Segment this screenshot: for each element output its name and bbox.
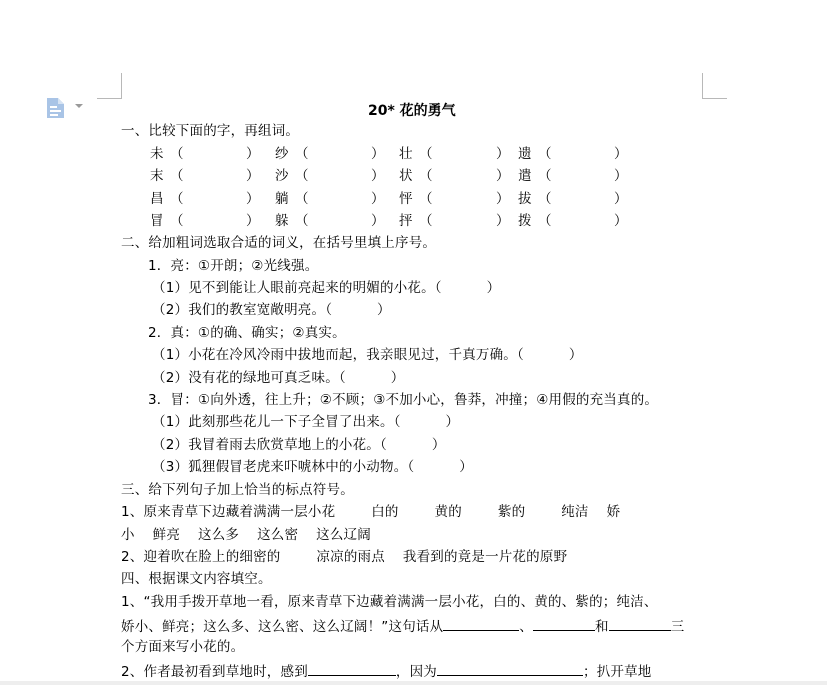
question-text: ；扒开草地 xyxy=(583,664,652,680)
paren-open: （ xyxy=(538,213,552,229)
grid-char: 沙 xyxy=(275,168,289,184)
separator: 和 xyxy=(595,619,609,635)
section2-heading: 二、给加粗词选取合适的词义，在括号里填上序号。 xyxy=(121,235,437,251)
question-text: 娇小、鲜亮；这么多、这么密、这么辽阔！”这句话从 xyxy=(121,619,444,635)
paren-close: ） xyxy=(371,168,385,184)
grid-char: 躲 xyxy=(275,213,289,229)
grid-char: 纱 xyxy=(275,146,289,162)
paren-open: （ xyxy=(538,146,552,162)
question-line: （1）见不到能让人眼前亮起来的明媚的小花。（ ） xyxy=(152,280,501,296)
paren-open: （ xyxy=(295,146,309,162)
paren-close: ） xyxy=(246,168,260,184)
paren-open: （ xyxy=(419,191,433,207)
page-title: 20* 花的勇气 xyxy=(368,103,456,119)
separator: 、 xyxy=(519,619,533,635)
answer-blank[interactable] xyxy=(443,616,519,631)
question-text: ，因为 xyxy=(395,664,437,680)
paren-close: ） xyxy=(496,191,510,207)
grid-char: 遗 xyxy=(518,146,532,162)
question-text: 2、作者最初看到草地时，感到 xyxy=(121,664,308,680)
grid-char: 躺 xyxy=(275,191,289,207)
question-line: （1）此刻那些花儿一下子全冒了出来。（ ） xyxy=(152,414,460,430)
paren-open: （ xyxy=(170,146,184,162)
definition-line: 1．亮：①开朗；②光线强。 xyxy=(148,258,319,274)
paren-open: （ xyxy=(170,213,184,229)
fill-question-2 xyxy=(121,661,652,680)
question-line: （2）我们的教室宽敞明亮。（ ） xyxy=(152,302,391,318)
paren-close: ） xyxy=(614,146,628,162)
paren-close: ） xyxy=(371,213,385,229)
paren-close: ） xyxy=(496,213,510,229)
grid-char: 抨 xyxy=(399,213,413,229)
paren-close: ） xyxy=(371,146,385,162)
fill-question-1-end: 个方面来写小花的。 xyxy=(121,639,245,655)
paren-close: ） xyxy=(246,213,260,229)
definition-line: 3．冒：①向外透，往上升；②不顾；③不加小心，鲁莽，冲撞；④用假的充当真的。 xyxy=(148,392,659,408)
answer-blank[interactable] xyxy=(533,616,595,631)
paren-open: （ xyxy=(419,168,433,184)
paren-close: ） xyxy=(614,168,628,184)
paren-open: （ xyxy=(295,168,309,184)
answer-blank[interactable] xyxy=(308,661,396,676)
chevron-down-icon[interactable] xyxy=(75,104,83,108)
grid-char: 末 xyxy=(150,168,164,184)
paren-close: ） xyxy=(496,168,510,184)
paren-open: （ xyxy=(170,191,184,207)
section3-heading: 三、给下列句子加上恰当的标点符号。 xyxy=(121,482,354,498)
paren-open: （ xyxy=(295,191,309,207)
question-line: （1）小花在冷风冷雨中拔地而起，我亲眼见过，千真万确。（ ） xyxy=(152,347,583,363)
answer-blank[interactable] xyxy=(437,661,583,676)
bottom-scroll-edge xyxy=(0,681,827,685)
section4-heading: 四、根据课文内容填空。 xyxy=(121,571,272,587)
grid-char: 冒 xyxy=(150,213,164,229)
question-line: （3）狐狸假冒老虎来吓唬林中的小动物。（ ） xyxy=(152,459,473,475)
question-line: （2）没有花的绿地可真乏味。（ ） xyxy=(152,370,405,386)
paren-close: ） xyxy=(614,191,628,207)
grid-char: 未 xyxy=(150,146,164,162)
section1-heading: 一、比较下面的字，再组词。 xyxy=(121,123,300,139)
paren-close: ） xyxy=(371,191,385,207)
paren-open: （ xyxy=(538,168,552,184)
grid-char: 怦 xyxy=(399,191,413,207)
definition-line: 2．真：①的确、确实；②真实。 xyxy=(148,325,346,341)
paren-close: ） xyxy=(614,213,628,229)
paren-open: （ xyxy=(170,168,184,184)
fill-question-1: 1、“我用手拨开草地一看，原来青草下边藏着满满一层小花，白的、黄的、紫的；纯洁、 xyxy=(121,594,658,610)
question-text: 三 xyxy=(670,619,685,635)
paren-open: （ xyxy=(419,146,433,162)
punctuation-sentence-1: 1、原来青草下边藏着满满一层小花 白的 黄的 紫的 纯洁 娇 xyxy=(121,504,621,520)
paren-close: ） xyxy=(496,146,510,162)
grid-char: 拔 xyxy=(518,191,532,207)
grid-char: 壮 xyxy=(399,146,413,162)
grid-char: 拨 xyxy=(518,213,532,229)
paren-open: （ xyxy=(419,213,433,229)
punctuation-sentence-2: 2、迎着吹在脸上的细密的 凉凉的雨点 我看到的竟是一片花的原野 xyxy=(121,549,568,565)
answer-blank[interactable] xyxy=(609,616,671,631)
document-icon[interactable] xyxy=(46,97,66,119)
grid-char: 昌 xyxy=(150,191,164,207)
punctuation-sentence-1-cont: 小 鲜亮 这么多 这么密 这么辽阔 xyxy=(121,527,371,543)
paren-close: ） xyxy=(246,146,260,162)
question-line: （2）我冒着雨去欣赏草地上的小花。（ ） xyxy=(152,437,446,453)
grid-char: 遣 xyxy=(518,168,532,184)
paren-open: （ xyxy=(295,213,309,229)
paren-close: ） xyxy=(246,191,260,207)
paren-open: （ xyxy=(538,191,552,207)
grid-char: 状 xyxy=(399,168,413,184)
fill-question-1-cont xyxy=(121,616,684,635)
